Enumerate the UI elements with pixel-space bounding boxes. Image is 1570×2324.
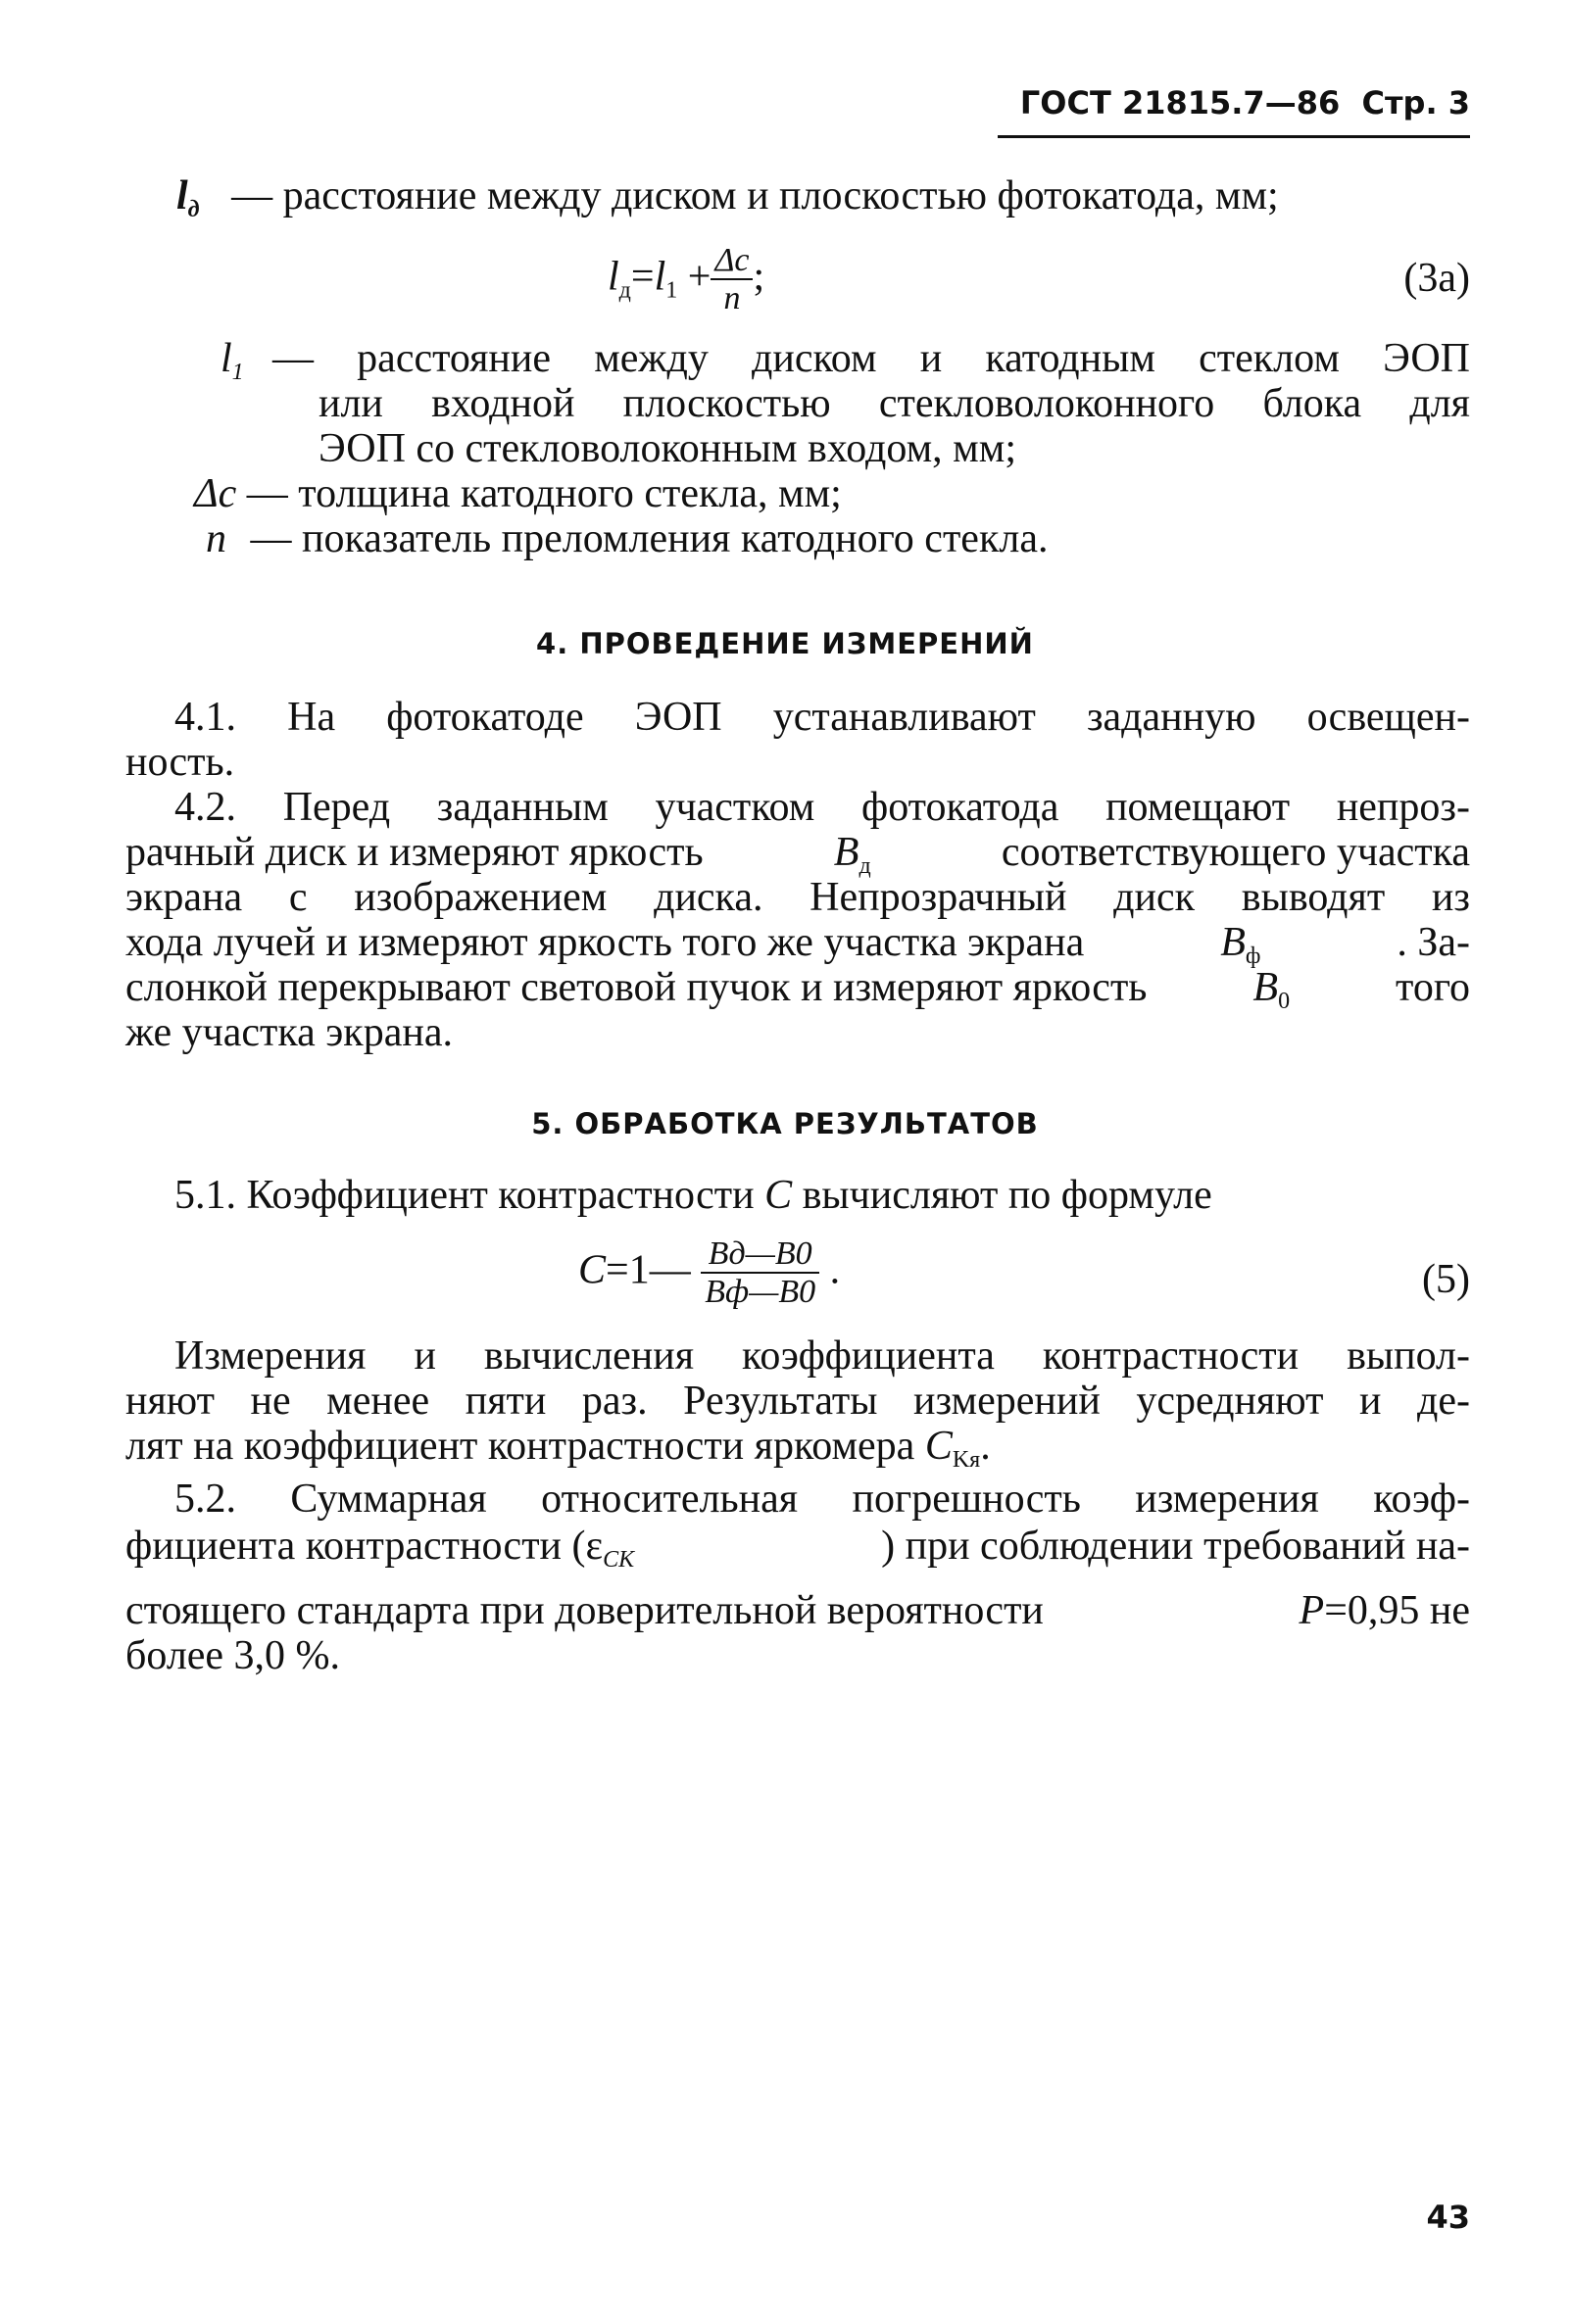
para-4-2-line1: 4.2. Перед заданным участком фотокатода помещают непроз- bbox=[174, 785, 1470, 830]
para-5-1-line4: лят на коэффициент контрастности яркомера $C_{Kя}$. bbox=[125, 1424, 991, 1473]
para-4-2-line4: хода лучей и измеряют яркость того же участка экрана $B_ф$ . За- bbox=[125, 920, 1470, 969]
definition-ld: $l_д$ — расстояние между диском и плоскостью фотокатода, мм; bbox=[176, 173, 1279, 222]
para-5-1-line3: няют не менее пяти раз. Результаты измерений усредняют и де- bbox=[125, 1379, 1470, 1424]
para-5-2-line3: стоящего стандарта при доверительной вероятности P=0,95 не bbox=[125, 1588, 1470, 1633]
page-label: Стр. 3 bbox=[1361, 84, 1470, 121]
definition-l1-line2: или входной плоскостью стекловолоконного блока для bbox=[319, 381, 1470, 426]
definition-dc: Δc — толщина катодного стекла, мм; bbox=[194, 471, 842, 516]
standard-number: ГОСТ 21815.7—86 bbox=[1019, 84, 1341, 121]
para-5-2-line4: более 3,0 %. bbox=[125, 1633, 341, 1678]
formula-3a: $l_д=l_1$ + $\frac{\Delta c}{n}$ ; bbox=[608, 242, 765, 316]
equation-number-3a: (3а) bbox=[1403, 256, 1470, 301]
section-4-title: 4. ПРОВЕДЕНИЕ ИЗМЕРЕНИЙ bbox=[536, 627, 1034, 660]
para-4-1-line1: 4.1. На фотокатоде ЭОП устанавливают заданную освещен- bbox=[174, 695, 1470, 740]
symbol-l1: $l_1$ bbox=[221, 336, 244, 385]
para-4-2-line6: же участка экрана. bbox=[125, 1010, 453, 1055]
para-5-2-line1: 5.2. Суммарная относительная погрешность измерения коэф- bbox=[174, 1477, 1470, 1522]
para-5-1-line2: Измерения и вычисления коэффициента контрастности выпол- bbox=[174, 1333, 1470, 1379]
equation-number-5: (5) bbox=[1422, 1257, 1470, 1302]
page-number: 43 bbox=[1426, 2199, 1470, 2236]
section-5-title: 5. ОБРАБОТКА РЕЗУЛЬТАТОВ bbox=[531, 1107, 1039, 1140]
definition-l1 bbox=[221, 335, 244, 385]
running-header bbox=[990, 84, 1470, 121]
para-4-2-line2: рачный диск и измеряют яркость $B_д$ соответствующего участка bbox=[125, 830, 1470, 879]
fraction-brightness: $\frac{Bд—B0}{Bф—B0}$ bbox=[701, 1236, 819, 1311]
para-4-2-line5: слонкой перекрывают световой пучок и измеряют яркость $B_0$ того bbox=[125, 965, 1470, 1014]
definition-l1-line1: — расстояние между диском и катодным стеклом ЭОП bbox=[272, 336, 1470, 381]
fraction-dc-n: $\frac{\Delta c}{n}$ bbox=[711, 243, 753, 317]
header-rule bbox=[998, 135, 1470, 138]
symbol-dc: Δc bbox=[194, 471, 237, 516]
para-4-2-line3: экрана с изображением диска. Непрозрачный диск выводят из bbox=[125, 875, 1470, 920]
definition-n: n — показатель преломления катодного стекла. bbox=[206, 516, 1049, 561]
symbol-ld: $l_д$ bbox=[176, 173, 200, 222]
symbol-n: n bbox=[206, 516, 226, 561]
definition-l1-line3: ЭОП со стекловолоконным входом, мм; bbox=[319, 426, 1017, 471]
para-5-2-line2: фициента контрастности ($\varepsilon_{CК}$ ) при соблюдении требований на- bbox=[125, 1524, 1470, 1573]
para-5-1-line1: 5.1. Коэффициент контрастности C вычисляют по формуле bbox=[174, 1173, 1212, 1218]
para-4-1-line2: ность. bbox=[125, 740, 235, 785]
formula-5: C=1— $\frac{Bд—B0}{Bф—B0}$ . bbox=[578, 1235, 841, 1310]
